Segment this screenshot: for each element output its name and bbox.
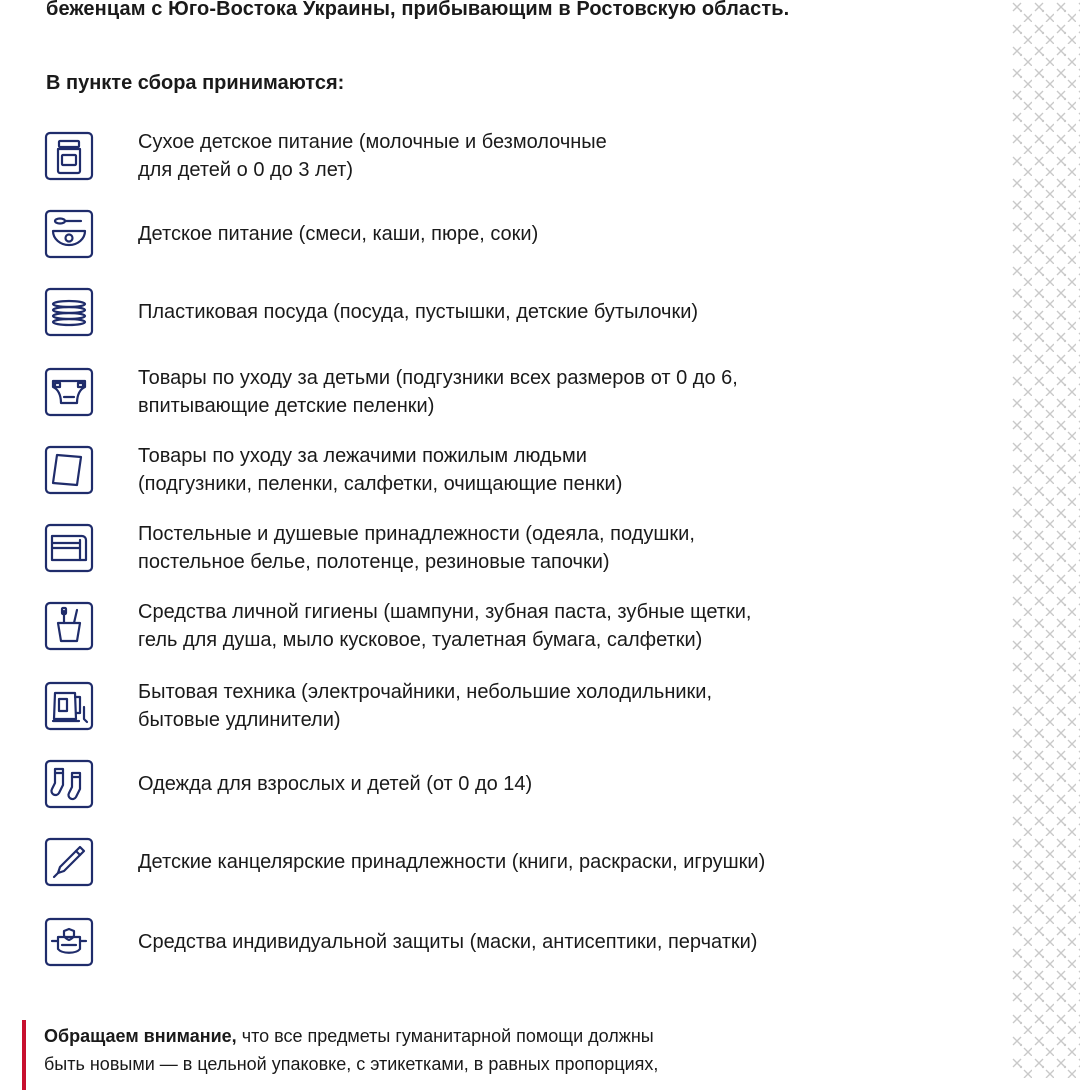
item-label: Детское питание (смеси, каши, пюре, соки)	[138, 223, 539, 245]
jar-icon	[44, 131, 94, 181]
list-item	[44, 916, 924, 968]
toothbrush-cup-icon	[44, 601, 94, 651]
pen-icon	[44, 837, 94, 887]
item-label: Средства индивидуальной защиты (маски, антисептики, перчатки)	[138, 931, 758, 953]
plates-stack-icon	[44, 287, 94, 337]
list-item	[44, 680, 924, 732]
mask-shield-icon	[44, 917, 94, 967]
decorative-pattern	[1010, 0, 1080, 1080]
socks-icon	[44, 759, 94, 809]
kettle-icon	[44, 681, 94, 731]
pad-icon	[44, 445, 94, 495]
item-label: Средства личной гигиены (шампуни, зубная паста, зубные щетки, гель для душа, мыло кусковое, туалетная бумага, салфетки)	[138, 601, 752, 651]
baby-food-bowl-icon	[44, 209, 94, 259]
item-label: Товары по уходу за лежачими пожилым людьми (подгузники, пеленки, салфетки, очищающие пенки)	[138, 445, 623, 495]
list-item	[44, 130, 924, 182]
item-label: Бытовая техника (электрочайники, небольшие холодильники, бытовые удлинители)	[138, 681, 713, 731]
list-heading: В пункте сбора принимаются:	[46, 72, 345, 94]
list-item	[44, 600, 924, 652]
item-label: Пластиковая посуда (посуда, пустышки, детские бутылочки)	[138, 301, 699, 323]
notice-text: Обращаем внимание, что все предметы гуманитарной помощи должны быть новыми — в цельной упаковке, с этикетками, в равных пропорциях,	[44, 1026, 659, 1074]
diaper-icon	[44, 367, 94, 417]
towel-icon	[44, 523, 94, 573]
list-item	[44, 208, 924, 260]
list-item	[44, 836, 924, 888]
list-item	[44, 366, 924, 418]
item-label: Постельные и душевые принадлежности (одеяла, подушки, постельное белье, полотенце, резиновые тапочки)	[138, 523, 695, 573]
list-item	[44, 286, 924, 338]
item-label: Товары по уходу за детьми (подгузники всех размеров от 0 до 6, впитывающие детские пеленки)	[138, 367, 738, 417]
notice-bold: Обращаем внимание,	[44, 1026, 237, 1046]
list-item	[44, 444, 924, 496]
list-item	[44, 522, 924, 574]
list-item	[44, 758, 924, 810]
item-label: Одежда для взрослых и детей (от 0 до 14)	[138, 773, 533, 795]
item-label: Детские канцелярские принадлежности (книги, раскраски, игрушки)	[138, 851, 766, 873]
item-label: Сухое детское питание (молочные и безмолочные для детей о 0 до 3 лет)	[138, 131, 607, 181]
intro-text: беженцам с Юго-Востока Украины, прибывающим в Ростовскую область.	[46, 0, 790, 20]
